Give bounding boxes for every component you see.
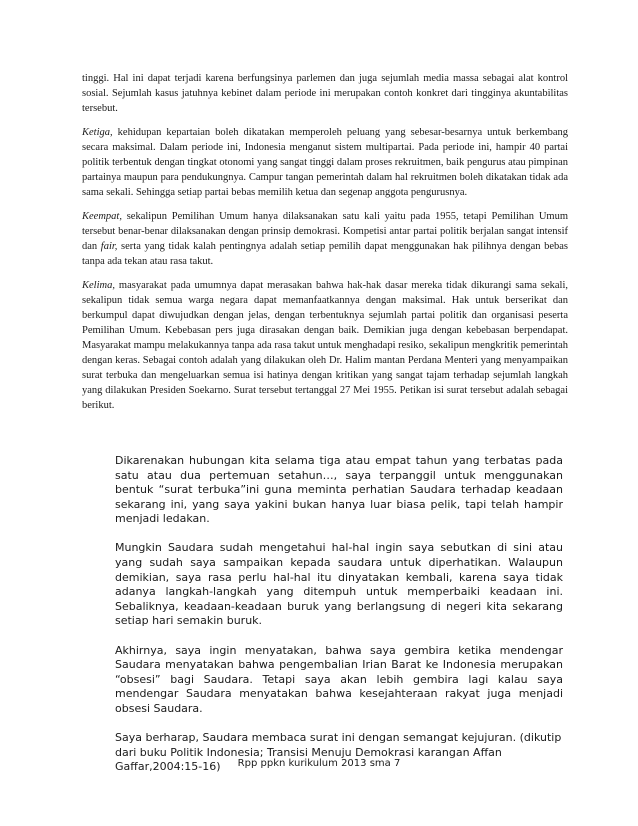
paragraph-text: serta yang tidak kalah pentingnya adalah setiap pemilih dapat menggunakan hak pilihnya dengan bebas tanpa ada tekan atau rasa takut.: [82, 241, 568, 267]
quote-paragraph-2: Mungkin Saudara sudah mengetahui hal-hal ingin saya sebutkan di sini atau yang sudah saya sampaikan kepada saudara untuk diperhatikan. Walaupun demikian, saya rasa perlu hal-hal itu dinyatakan kembali, karena saya tidak adanya langkah-langkah yang ditempuh untuk memperbaiki keadaan ini. Sebaliknya, keadaan-keadaan buruk yang berlangsung di negeri kita sekarang setiap hari semakin buruk.: [115, 541, 563, 628]
letter-quote: [115, 454, 563, 789]
paragraph-lead: Keempat,: [82, 211, 122, 222]
paragraph-lead: Kelima,: [82, 280, 115, 291]
paragraph-text: tinggi. Hal ini dapat terjadi karena berfungsinya parlemen dan juga sejumlah media massa sebagai alat kontrol sosial. Sejumlah kasus jatuhnya kebinet dalam periode ini merupakan contoh konkret dari tingginya akuntabilitas tersebut.: [82, 73, 568, 114]
emphasis-fair: fair,: [100, 241, 118, 252]
page-footer: Rpp ppkn kurikulum 2013 sma 7: [237, 758, 401, 769]
paragraph-kelima: [82, 278, 568, 413]
paragraph-ketiga: [82, 125, 568, 200]
paragraph-lead: Ketiga,: [82, 127, 113, 138]
body-text: [82, 71, 568, 422]
paragraph-text: kehidupan kepartaian boleh dikatakan memperoleh peluang yang sebesar-besarnya untuk berkembang secara maksimal. Dalam periode ini, Indonesia menganut sistem multipartai. Pada periode ini, hampir 40 partai politik terbentuk dengan tingkat otonomi yang sangat tinggi dalam proses rekruitmen, baik pengurus atau pimpinan partainya maupun para pendukungnya. Campur tangan pemerintah dalam hal rekruitmen boleh dikatakan tidak ada sama sekali. Sehingga setiap partai bebas memilih ketua dan segenap anggota pengurusnya.: [82, 127, 568, 198]
paragraph-accountability: [82, 71, 568, 116]
quote-paragraph-4: Saya berharap, Saudara membaca surat ini dengan semangat kejujuran. (dikutip dari buku Politik Indonesia; Transisi Menuju Demokrasi karangan Affan Gaffar,2004:15-16): [115, 731, 562, 774]
paragraph-keempat: [82, 209, 568, 269]
quote-paragraph-3: Akhirnya, saya ingin menyatakan, bahwa saya gembira ketika mendengar Saudara menyatakan bahwa pengembalian Irian Barat ke Indonesia merupakan “obsesi” bagi Saudara. Tetapi saya akan lebih gembira lagi kalau saya mendengar Saudara menyatakan bahwa kesejahteraan rakyat juga menjadi obsesi Saudara.: [115, 643, 563, 715]
paragraph-text: masyarakat pada umumnya dapat merasakan bahwa hak-hak dasar mereka tidak dikurangi sama sekali, sekalipun tidak semua warga negara dapat memanfaatkannya dengan maksimal. Hak untuk berserikat dan berkumpul dapat diwujudkan dengan jelas, dengan terbentuknya sejumlah partai politik dan organisasi peserta Pemilihan Umum. Kebebasan pers juga dirasakan dengan baik. Demikian juga dengan kebebasan berpendapat. Masyarakat mampu melakukannya tanpa ada rasa takut untuk menghadapi resiko, sekalipun mengkritik pemerintah dengan keras. Sebagai contoh adalah yang dilakukan oleh Dr. Halim mantan Perdana Menteri yang menyampaikan surat terbuka dan mengeluarkan semua isi hatinya dengan kritikan yang sangat tajam terhadap sejumlah langkah yang dilakukan Presiden Soekarno. Surat tersebut tertanggal 27 Mei 1955. Petikan isi surat tersebut adalah sebagai berikut.: [82, 280, 568, 411]
quote-paragraph-1: Dikarenakan hubungan kita selama tiga atau empat tahun yang terbatas pada satu atau dua pertemuan setahun…, saya terpanggil untuk menggunakan bentuk “surat terbuka”ini guna meminta perhatian Saudara terhadap keadaan sekarang ini, yang saya yakini bukan hanya luar biasa pelik, tapi telah hampir menjadi ledakan.: [115, 454, 563, 526]
paragraph-text: sekalipun Pemilihan Umum hanya dilaksanakan satu kali yaitu pada 1955, tetapi Pemilihan Umum tersebut benar-benar dilaksanakan dengan prinsip demokrasi. Kompetisi antar partai politik berjalan sangat intensif dan: [82, 211, 568, 252]
